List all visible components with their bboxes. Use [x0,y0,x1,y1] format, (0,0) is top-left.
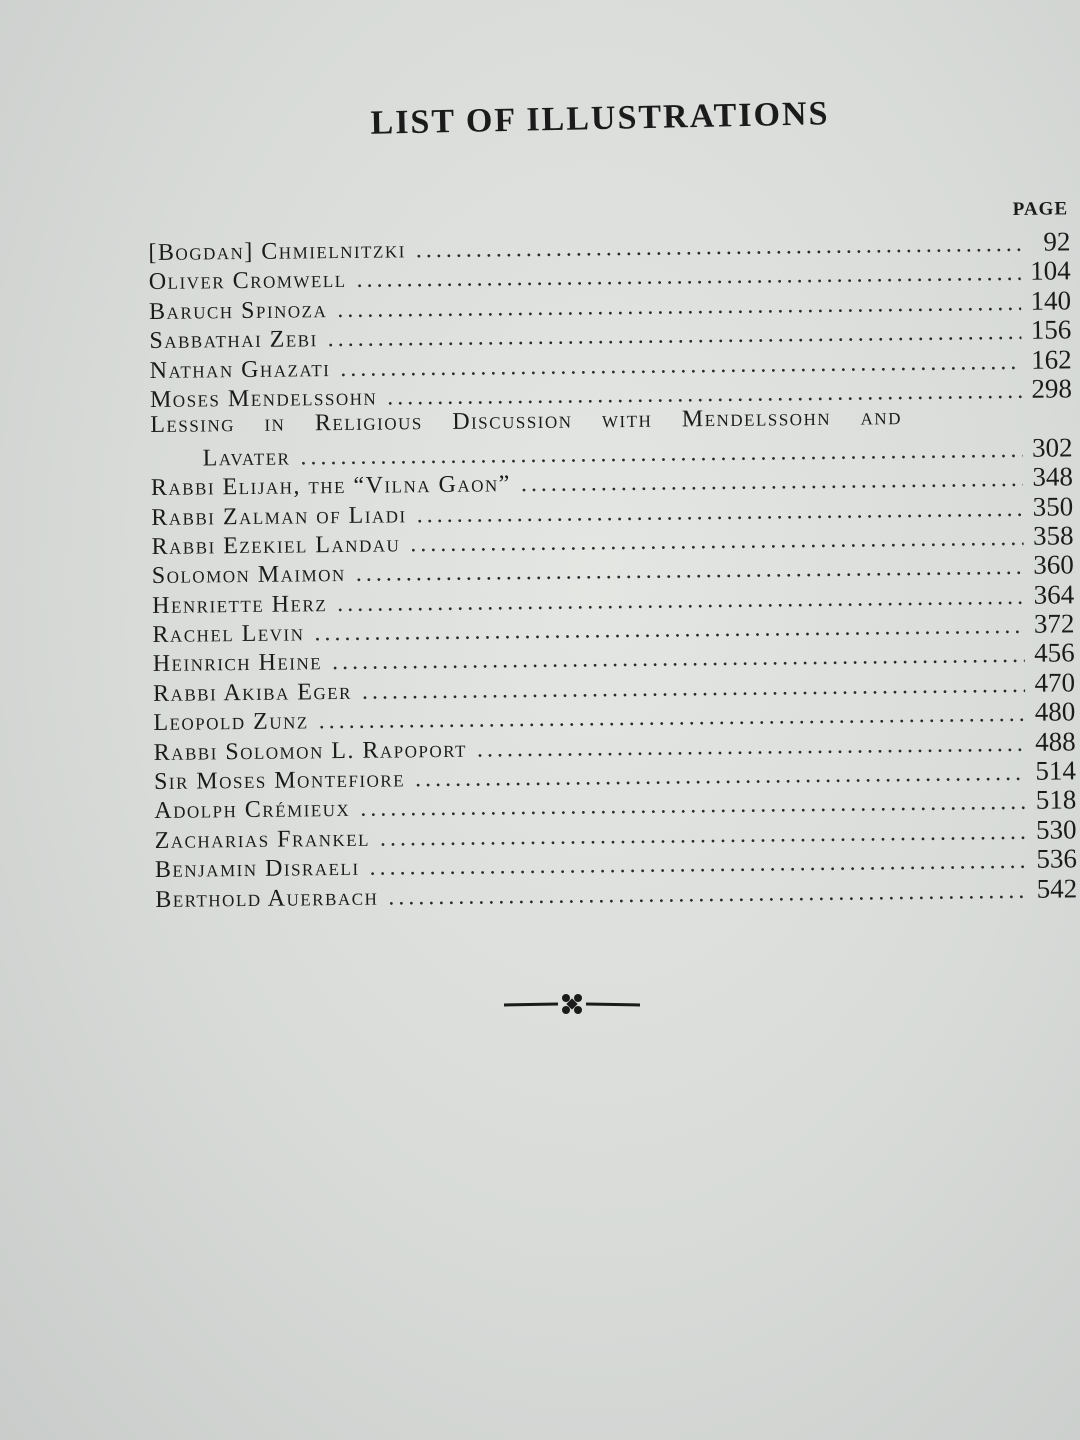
entry-page: 298 [1031,373,1073,404]
dot-leader [388,877,1027,911]
entry-page: 542 [1036,872,1078,904]
entry-name: Henriette Herz [152,590,328,619]
entry-page: 162 [1030,343,1072,375]
entry-name: Solomon Maimon [151,561,346,590]
entry-name: Zacharias Frankel [154,825,371,854]
entry-name: [Bogdan] Chmielnitzki [148,237,406,266]
entry-name: Berthold Auerbach [155,884,379,913]
dot-leader [521,466,1023,498]
entry-name: Rabbi Elijah, the “Vilna Gaon” [150,471,512,502]
entry-name: Rachel Levin [152,620,305,649]
entries-list [148,226,1077,912]
entry-page: 92 [1043,226,1071,257]
entry-page: 530 [1035,814,1077,845]
entry-page: 364 [1033,579,1075,610]
entry-name: Rabbi Akiba Eger [152,678,353,707]
entry-page: 488 [1034,725,1076,757]
entry-name: Sir Moses Montefiore [153,766,406,795]
entry-name: Oliver Cromwell [148,267,347,296]
page-column-heading: PAGE [1012,198,1069,220]
entry-page: 348 [1032,461,1074,492]
dot-leader [477,730,1026,763]
entry-page: 480 [1034,696,1076,727]
entry-page: 350 [1032,490,1074,522]
fleuron-divider-icon [502,990,642,1016]
entry-name: Lavater [202,444,291,472]
entry-name: Rabbi Zalman of Liadi [151,501,407,531]
entry-name: Benjamin Disraeli [154,855,360,884]
entry-name: Lessing in Religious Discussion with Mendelssohn and [150,404,903,439]
entry-page: 470 [1034,667,1076,698]
entry-name: Heinrich Heine [152,649,323,678]
entry-name: Nathan Ghazati [149,355,331,384]
page-title: LIST OF ILLUSTRATIONS [370,95,830,142]
entry-name: Leopold Zunz [153,708,309,737]
entry-page: 360 [1033,549,1074,581]
entry-page: 140 [1030,285,1072,316]
entry-page: 518 [1035,784,1077,816]
entry-page: 514 [1035,755,1077,786]
entry-page: 456 [1034,637,1075,669]
entry-page: 156 [1030,314,1072,345]
illustrations-list [148,198,1077,912]
entry-page: 358 [1032,520,1074,551]
entry-page: 302 [1031,432,1073,463]
entry-name: Sabbathai Zebi [149,326,318,355]
entry-page: 104 [1030,255,1071,287]
entry-name: Rabbi Solomon L. Rapoport [153,736,468,766]
entry-page: 372 [1033,608,1075,639]
entry-name: Baruch Spinoza [148,296,328,325]
entry-name: Rabbi Ezekiel Landau [151,531,401,560]
entry-page: 536 [1036,843,1078,874]
entry-name: Moses Mendelssohn [149,384,378,413]
entry-name: Adolph Crémieux [154,796,351,825]
